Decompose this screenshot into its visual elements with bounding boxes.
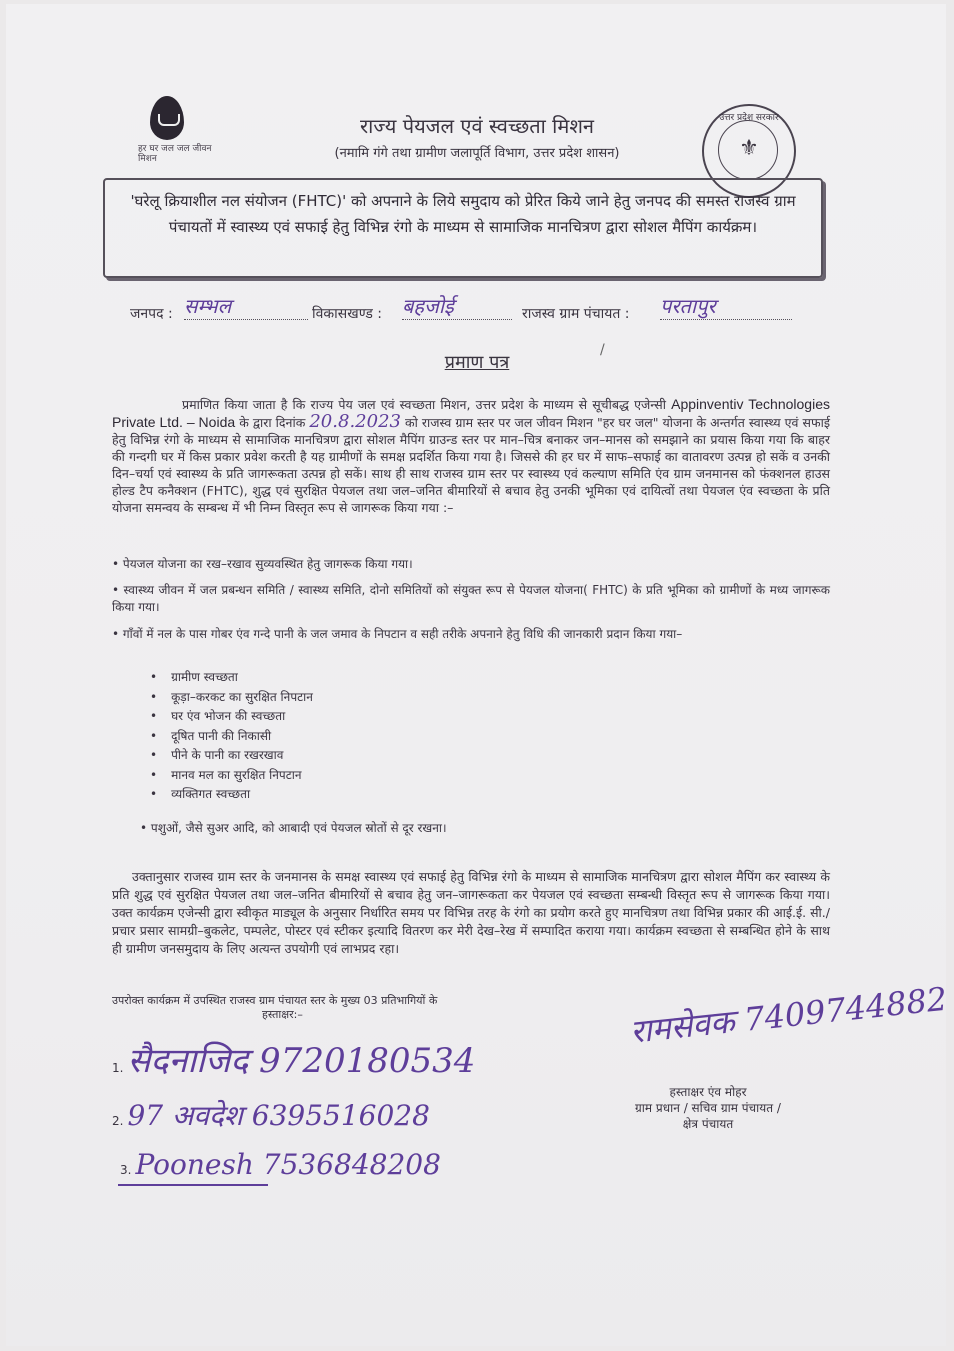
vikas-value: बहजोई	[402, 292, 512, 320]
bullet-3: • गाँवों में नल के पास गोबर एंव गन्दे पानी के जल जमाव के निपटान व सही तरीके अपनाने हेतु विधि की जानकारी प्रदान किया गया–	[112, 627, 683, 641]
seal-text: उत्तर प्रदेश सरकार	[719, 113, 779, 123]
pradhan-signature: रामसेवक 7409744882	[628, 979, 949, 1051]
hygiene-topics-list	[150, 668, 570, 805]
participants-label	[112, 994, 532, 1022]
location-fields	[130, 294, 810, 330]
gram-label: राजस्व ग्राम पंचायत :	[522, 306, 630, 322]
participant-signature-3	[120, 1148, 441, 1181]
sig-2-text: 97 अवदेश 6395516028	[127, 1099, 430, 1132]
gram-value: परतापुर	[660, 292, 792, 320]
vikas-label: विकासखण्ड :	[312, 306, 383, 322]
bullet-2: • स्वास्थ्य जीवन में जल प्रबन्धन समिति / स्वास्थ्य समिति, दोनो समितियों को संयुक्त रूप से पेयजल योजना( FHTC) के प्रति भूमिका को ग्रामीणों के मध्य जागरूक किया गया।	[112, 583, 830, 614]
pradhan-label-line1: हस्ताक्षर एंव मोहर	[669, 1085, 747, 1099]
emblem-icon: ⚜	[739, 136, 759, 161]
para1-body: को राजस्व ग्राम स्तर पर जल जीवन मिशन "हर घर जल" योजना के अन्तर्गत स्वास्थ्य एवं सफाई हेतु विभिन्न रंगो के माध्यम से सामाजिक मानचित्रण द्वारा सोशल मैपिंग ग्राउन्ड स्तर पर मान–चित्र बनाकर जन–मानस को समझाने का प्रयास किया गया कि बाहर की गन्दगी घर में किस प्रकार प्रवेश करती है यह ग्रामीणों के समक्ष प्रदर्शित किया गया है। जिससे की हर घर में साफ–सफाई का वातावरण उत्पन्न हो सकें व उनकी दिन–चर्या एवं स्वास्थ्य के प्रति जागरूकता उत्पन्न हो सकें। साथ ही साथ राजस्व ग्राम स्तर पर स्वास्थ्य एवं कल्याण समिति एंव ग्राम जनमानस को फंक्शनल हाउस होल्ड टैप कनैक्शन (FHTC), शुद्ध एवं सुरक्षित पेयजल तथा जल–जनित बीमारियों से बचाव हेतु उनकी भूमिका एवं दायित्वों तथा पेयजल एंव स्वच्छता के प्रति योजना समन्वय के सम्बन्ध में भी निम्न विस्तृत रूप से जागरूक किया गया :–	[112, 415, 831, 515]
sig-1-text: सैदनाजिद 9720180534	[127, 1041, 476, 1081]
pradhan-label-line3: क्षेत्र पंचायत	[682, 1117, 734, 1131]
page-title: राज्य पेयजल एवं स्वच्छता मिशन	[359, 114, 595, 138]
para1-intro: प्रमाणित किया जाता है कि राज्य पेय जल एवं स्वच्छता मिशन, उत्तर प्रदेश के माध्यम से सूचीबद्ध एजेन्सी	[182, 397, 666, 412]
program-date: 20.8.2023	[309, 411, 401, 432]
bullet-4: • पशुओं, जैसे सुअर आदि, को आबादी एवं पेयजल स्रोतों से दूर रखना।	[140, 821, 447, 835]
para1-date-label: के द्वारा दिनांक	[239, 415, 306, 430]
list-item: • ग्रामीण स्वच्छता	[150, 668, 570, 688]
list-item: • घर एंव भोजन की स्वच्छता	[150, 707, 570, 727]
bullet-2-text: स्वास्थ्य जीवन में जल प्रबन्धन समिति / स्वास्थ्य समिति, दोनो समितियों को संयुक्त रूप से पेयजल योजना( FHTC) के प्रति भूमिका को ग्रामीणों के मध्य जागरूक किया गया।	[112, 583, 830, 614]
bullet-1: • पेयजल योजना का रख–रखाव सुव्यवस्थित हेतु जागरूक किया गया।	[112, 557, 413, 571]
sig-3-text: Poonesh 7536848208	[135, 1148, 441, 1181]
page-subtitle: (नमामि गंगे तथा ग्रामीण जलापूर्ति विभाग, उत्तर प्रदेश शासन)	[334, 146, 620, 161]
bullet-3-text: गाँवों में नल के पास गोबर एंव गन्दे पानी के जल जमाव के निपटान व सही तरीके अपनाने हेतु विधि की जानकारी प्रदान किया गया–	[122, 627, 683, 641]
pradhan-label-line2: ग्राम प्रधान / सचिव ग्राम पंचायत /	[635, 1101, 781, 1115]
signature-underline	[118, 1184, 268, 1186]
banner-text: 'घरेलू क्रियाशील नल संयोजन (FHTC)' को अपनाने के लिये समुदाय को प्रेरित किये जाने हेतु जनपद की समस्त राजस्व ग्राम पंचायतों में स्वास्थ्य एवं सफाई हेतु विभिन्न रंगो के माध्यम से सामाजिक मानचित्रण द्वारा सोशल मैपिंग कार्यक्रम।	[130, 192, 796, 236]
participants-label-line1: उपरोक्त कार्यक्रम में उपस्थित राजस्व ग्राम पंचायत स्तर के मुख्य 03 प्रतिभागियों के	[112, 994, 438, 1007]
pen-mark: /	[600, 342, 605, 358]
sig-number-1: 1.	[112, 1061, 124, 1075]
list-item: • पीने के पानी का रखरखाव	[150, 746, 570, 766]
certificate-paragraph-2: उक्तानुसार राजस्व ग्राम स्तर के जनमानस के समक्ष स्वास्थ्य एवं सफाई हेतु विभिन्न रंगो के माध्यम से सामाजिक मानचित्रण द्वारा सोशल मैपिंग कर स्वास्थ्य के प्रति शुद्ध एवं सुरक्षित पेयजल तथा जल–जनित बीमारियों से बचाव हेतु जन–जागरूकता कर पेयजल एवं स्वच्छता सम्बन्धी विस्तृत रूप से जागरूक किया गया। उक्त कार्यक्रम एजेन्सी द्वारा स्वीकृत माड्यूल के अनुसार निर्धारित समय पर विभिन्न तरह के रंगो का प्रयोग करते हुए मानचित्रण तथा विभिन्न प्रकार की आई.ई. सी./प्रचार प्रसार सामग्री–बुकलेट, पम्पलेट, पोस्टर एवं स्टीकर इत्यादि वितरण कर मेरी देख–रेख में सम्पादित कराया गया। कार्यक्रम स्वच्छता से सम्बन्धित होने के साथ ही ग्रामीण जनसमुदाय के लिए अत्यन्त उपयोगी एवं लाभप्रद रहा।	[112, 869, 830, 956]
janpad-value: सम्भल	[184, 292, 308, 320]
list-item: • कूड़ा–करकट का सुरक्षित निपटान	[150, 688, 570, 708]
certificate-title: प्रमाण पत्र	[444, 352, 510, 373]
participant-signature-1	[112, 1036, 475, 1082]
participants-label-line2: हस्ताक्षर:–	[262, 1008, 303, 1021]
agency-name: Appinventiv Technologies Private Ltd. – Noida	[112, 396, 830, 430]
list-item: • मानव मल का सुरक्षित निपटान	[150, 766, 570, 786]
bullet-4-text: पशुओं, जैसे सुअर आदि, को आबादी एवं पेयजल स्रोतों से दूर रखना।	[150, 821, 447, 835]
sig-number-2: 2.	[112, 1114, 124, 1128]
certificate-paragraph-1	[112, 396, 830, 516]
list-item: • व्यक्तिगत स्वच्छता	[150, 785, 570, 805]
pradhan-label	[608, 1084, 808, 1132]
list-item: • दूषित पानी की निकासी	[150, 727, 570, 747]
sig-number-3: 3.	[120, 1163, 132, 1177]
janpad-label: जनपद :	[130, 306, 173, 322]
logo-caption: हर घर जल जल जीवन मिशन	[138, 144, 212, 164]
participant-signature-2	[112, 1096, 430, 1134]
program-banner	[103, 178, 823, 278]
bullet-1-text: पेयजल योजना का रख–रखाव सुव्यवस्थित हेतु जागरूक किया गया।	[122, 557, 413, 571]
